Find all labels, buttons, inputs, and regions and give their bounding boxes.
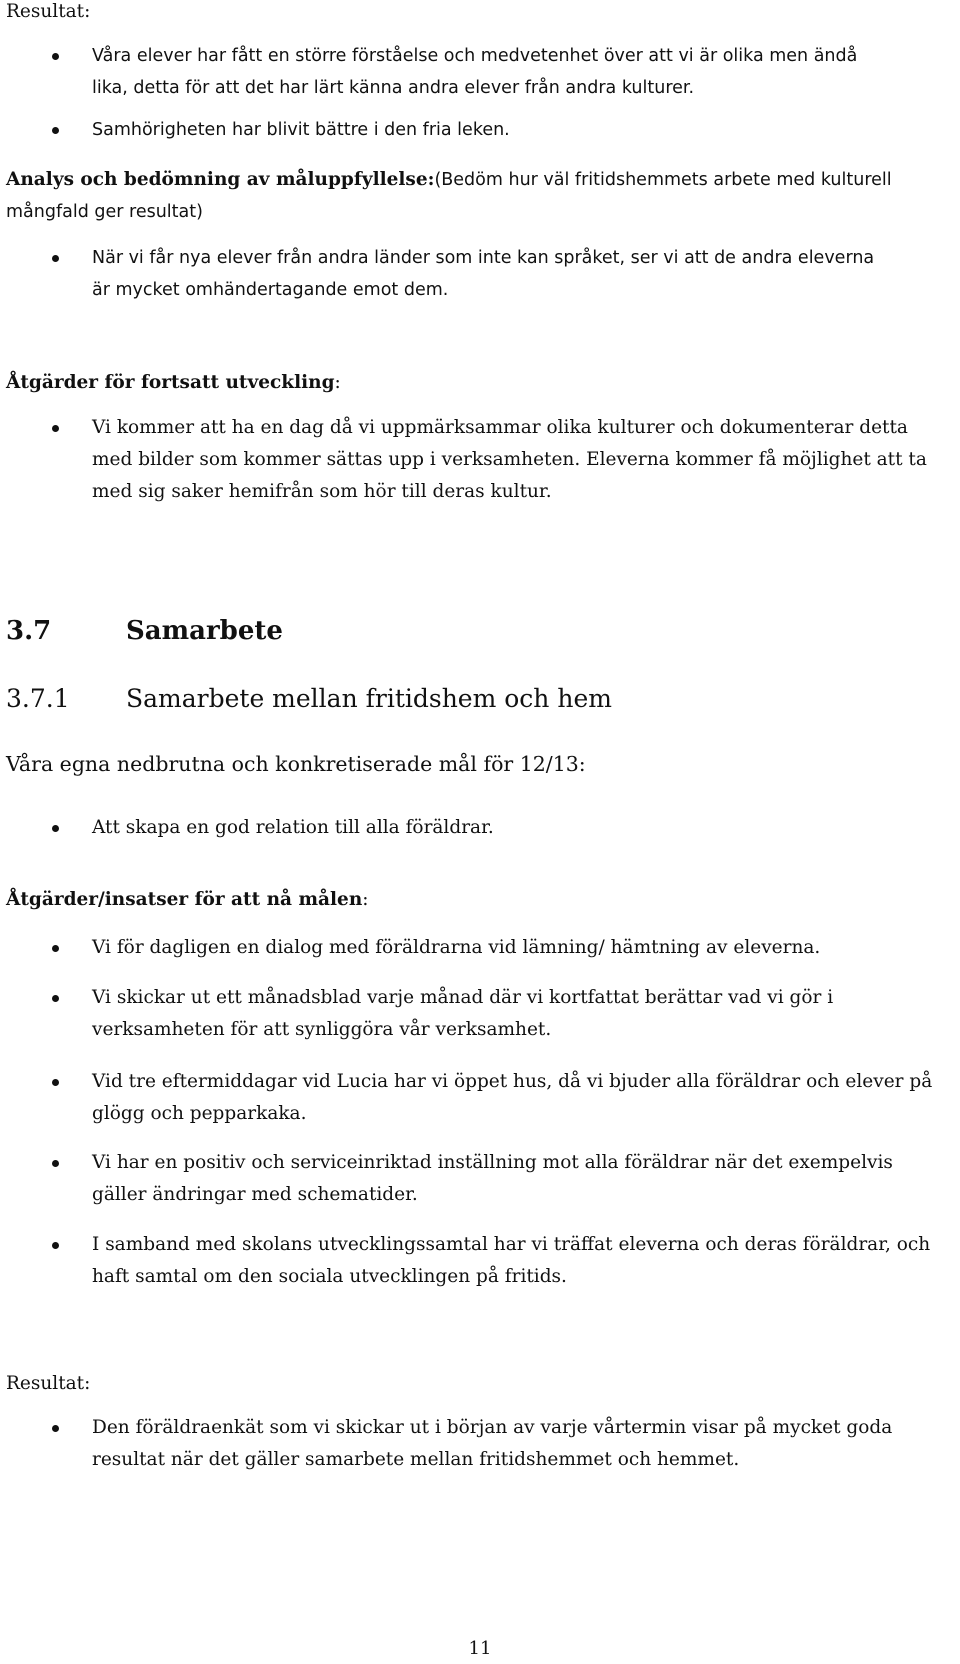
measures-label-bold: Åtgärder/insatser för att nå målen: [6, 889, 363, 910]
section-heading-3-7-1: [6, 684, 612, 713]
bullet-icon: [52, 1425, 59, 1432]
list-item-line: Vi för dagligen en dialog med föräldrarna vid lämning/ hämtning av eleverna.: [92, 937, 821, 958]
list-item-line: gäller ändringar med schematider.: [92, 1184, 418, 1205]
bullet-icon: [52, 1242, 59, 1249]
list-item-line: När vi får nya elever från andra länder som inte kan språket, ser vi att de andra eleverna: [92, 248, 875, 268]
list-item-line: med sig saker hemifrån som hör till deras kultur.: [92, 481, 552, 502]
analysis-heading: [6, 164, 946, 228]
bullet-icon: [52, 127, 59, 134]
list-item-line: verksamheten för att synliggöra vår verksamhet.: [92, 1019, 552, 1040]
measures-label-colon: :: [362, 889, 369, 910]
list-item-line: med bilder som kommer sättas upp i verksamheten. Eleverna kommer få möjlighet att ta: [92, 449, 927, 470]
list-item-line: Samhörigheten har blivit bättre i den fria leken.: [92, 120, 510, 140]
list-item-line: glögg och pepparkaka.: [92, 1103, 307, 1124]
result-label-text: Resultat:: [6, 1373, 91, 1394]
bullet-icon: [52, 255, 59, 262]
list-item-line: Vi kommer att ha en dag då vi uppmärksammar olika kulturer och dokumenterar detta: [92, 417, 908, 438]
list-item-line: resultat när det gäller samarbete mellan fritidshemmet och hemmet.: [92, 1449, 740, 1470]
list-item-line: Den föräldraenkät som vi skickar ut i början av varje vårtermin visar på mycket goda: [92, 1417, 893, 1438]
bullet-icon: [52, 425, 59, 432]
actions-label-colon: :: [334, 372, 341, 393]
list-item-line: Våra elever har fått en större förståelse och medvetenhet över att vi är olika men ändå: [92, 46, 858, 66]
list-item-line: haft samtal om den sociala utvecklingen på fritids.: [92, 1266, 567, 1287]
bullet-icon: [52, 825, 59, 832]
list-item-line: Vi har en positiv och serviceinriktad inställning mot alla föräldrar när det exempelvis: [92, 1152, 893, 1173]
page-number: 11: [468, 1638, 492, 1659]
section-number: 3.7.1: [6, 684, 70, 713]
section-heading-3-7: [6, 616, 283, 646]
bullet-icon: [52, 995, 59, 1002]
bullet-icon: [52, 1079, 59, 1086]
list-item-line: Vi skickar ut ett månadsblad varje månad där vi kortfattat berättar vad vi gör i: [92, 987, 834, 1008]
result-label-text: Resultat:: [6, 1, 91, 22]
analysis-label-normal: (Bedöm hur väl fritidshemmets arbete med kulturell: [434, 170, 892, 190]
bullet-icon: [52, 1160, 59, 1167]
goals-label: Våra egna nedbrutna och konkretiserade mål för 12/13:: [6, 752, 586, 776]
result-label-2: [6, 1372, 90, 1396]
result-label-1: [6, 0, 90, 24]
section-title: Samarbete mellan fritidshem och hem: [126, 684, 612, 713]
list-item-line: Vid tre eftermiddagar vid Lucia har vi öppet hus, då vi bjuder alla föräldrar och elever på: [92, 1071, 933, 1092]
measures-label: [6, 888, 369, 912]
actions-label: [6, 371, 341, 395]
bullet-icon: [52, 945, 59, 952]
section-number: 3.7: [6, 616, 52, 646]
section-title: Samarbete: [126, 616, 283, 646]
actions-label-bold: Åtgärder för fortsatt utveckling: [6, 372, 335, 393]
list-item-line: är mycket omhändertagande emot dem.: [92, 280, 449, 300]
bullet-icon: [52, 53, 59, 60]
analysis-label-bold: Analys och bedömning av måluppfyllelse:: [6, 169, 435, 190]
analysis-label-line2: mångfald ger resultat): [6, 202, 203, 222]
list-item-line: I samband med skolans utvecklingssamtal har vi träffat eleverna och deras föräldrar, och: [92, 1234, 931, 1255]
list-item-line: Att skapa en god relation till alla föräldrar.: [92, 817, 494, 838]
list-item-line: lika, detta för att det har lärt känna andra elever från andra kulturer.: [92, 78, 695, 98]
